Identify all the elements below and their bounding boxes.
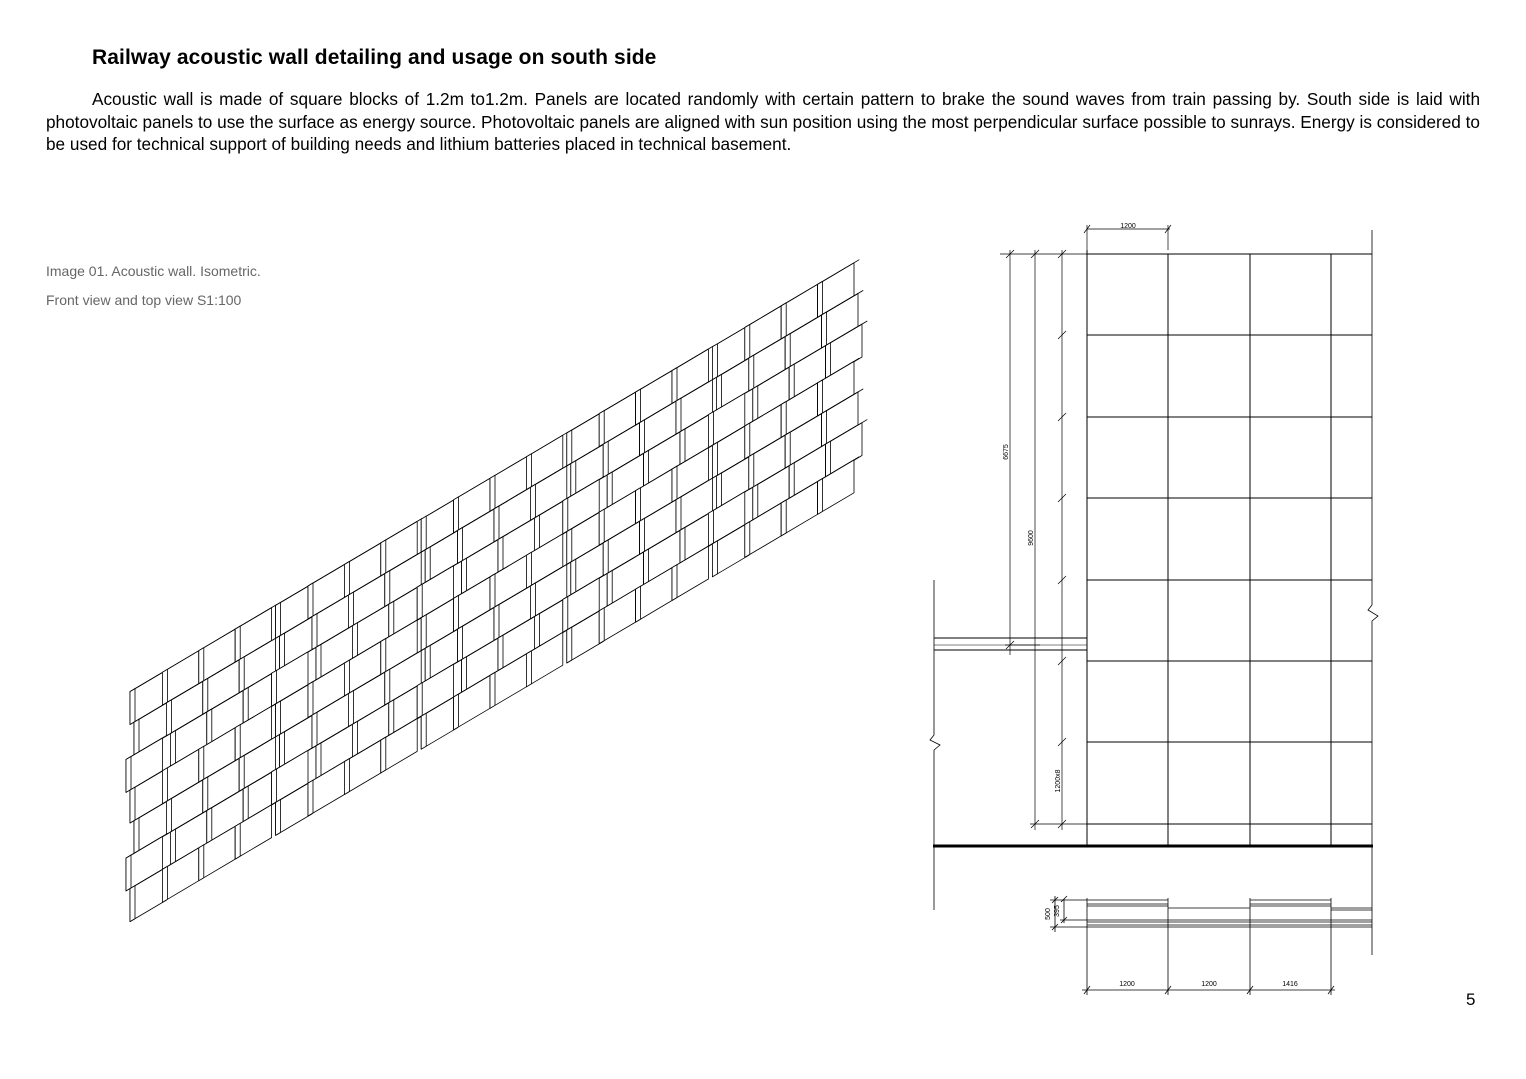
wall-panel-side [636,389,641,425]
wall-panel-side [130,787,135,823]
wall-panel-side [603,441,608,477]
wall-panel-side [276,701,281,737]
wall-panel-side [207,709,212,745]
wall-panel-side [753,484,758,520]
wall-panel-side [344,562,349,598]
wall-panel-side [425,547,430,583]
wall-panel-side [130,886,135,922]
wall-panel-side [425,645,430,681]
wall-panel-side [563,597,568,633]
wall-panel-side [749,355,754,391]
wall-panel-side [785,432,790,468]
wall-panel-side [130,689,135,725]
scale-caption: Front view and top view S1:100 [46,292,242,308]
wall-panel-side [781,500,786,536]
platform [934,638,1087,650]
wall-panel-side [381,639,386,675]
wall-panel-side [199,746,204,782]
wall-panel-side [199,845,204,881]
wall-panel-side [567,529,572,565]
wall-panel-side [789,364,794,400]
wall-panel-side [640,518,645,554]
page-number: 5 [1466,990,1476,1009]
description-paragraph: Acoustic wall is made of square blocks of 1.2m to1.2m. Panels are located randomly with certain pattern to brake the sound waves from train passing by. South side is laid with photovoltaic panels to use the surface as energy source. Photovoltaic panels are aligned with sun position using the most perpendicular surface possible to sunrays. Energy is considered to be used for technical support of building needs and lithium batteries placed in technical basement. [46,89,1480,154]
wall-panel-side [316,743,321,779]
image-caption: Image 01. Acoustic wall. Isometric. [46,263,261,279]
wall-panel-side [785,334,790,370]
wall-panel-side [276,800,281,836]
wall-panel-side [421,615,426,651]
front-view-grid [1087,250,1372,846]
wall-panel-side [571,461,576,497]
page-title: Railway acoustic wall detailing and usage on south side [92,46,657,69]
break-line-left [930,580,940,910]
wall-panel-side [389,601,394,637]
wall-panel-side [243,786,248,822]
dim-vertical-lines [1000,250,1087,830]
wall-panel-side [745,325,750,361]
wall-panel-side [818,479,823,515]
wall-panel-side [134,818,139,854]
wall-panel-side [498,537,503,573]
wall-panel-side [389,700,394,736]
wall-panel-side [567,627,572,663]
wall-panel-side [312,712,317,748]
wall-panel-side [454,694,459,730]
wall-panel-side [607,472,612,508]
wall-panel-side [352,623,357,659]
wall-panel-side [490,475,495,511]
wall-panel-side [712,442,717,478]
wall-panel-side [417,584,422,620]
wall-panel-side [599,509,604,545]
wall-panel-side [272,769,277,805]
wall-panel-side [235,626,240,662]
wall-panel-side [526,552,531,588]
wall-panel-side [272,670,277,706]
wall-panel-side [822,411,827,447]
dim-label-upper: 6675 [1003,444,1010,460]
wall-panel-side [716,473,721,509]
dim-label-depth-1: 500 [1045,908,1052,920]
dim-label-bottom-1: 1200 [1119,981,1135,988]
wall-panel-side [599,411,604,447]
wall-panel-side [672,368,677,404]
wall-panel-side [753,386,758,422]
wall-panel-side [644,450,649,486]
wall-panel-side [490,672,495,708]
wall-panel-side [316,644,321,680]
wall-panel-side [199,648,204,684]
wall-panel-side [162,866,167,902]
wall-panel-side [239,657,244,693]
wall-panel-side [308,682,313,718]
wall-panel-side [280,732,285,768]
wall-panel-side [716,375,721,411]
wall-panel-side [571,559,576,595]
wall-panel-side [818,281,823,317]
wall-panel-side [680,527,685,563]
wall-panel-side [636,488,641,524]
dim-label-bottom-2: 1200 [1201,981,1217,988]
wall-panel-side [162,768,167,804]
wall-panel-side [640,420,645,456]
wall-panel-side [421,516,426,552]
dim-label-bottom-3: 1416 [1282,981,1298,988]
wall-panel-side [526,651,531,687]
wall-panel-side [672,565,677,601]
wall-panel-side [134,719,139,755]
wall-panel-side [276,602,281,638]
wall-panel-side [280,633,285,669]
wall-panel-side [203,678,208,714]
wall-panel-side [162,669,167,705]
isometric-wall-drawing [126,260,867,922]
wall-panel-side [526,454,531,490]
wall-panel-side [826,343,831,379]
wall-panel-side [462,657,467,693]
wall-panel-side [530,583,535,619]
wall-panel-side [708,412,713,448]
dim-label-rows: 1200x8 [1055,769,1062,793]
wall-panel-side [170,731,175,767]
wall-panel-side [166,700,171,736]
wall-panel-side [818,380,823,416]
wall-panel-side [203,777,208,813]
wall-panel-side [826,441,831,477]
wall-panel-side [421,713,426,749]
wall-panel-side [490,574,495,610]
wall-panel-side [126,855,131,891]
wall-panel-side [166,799,171,835]
wall-panel-side [239,755,244,791]
dim-label-top: 1200 [1120,223,1136,230]
wall-panel-side [235,823,240,859]
wall-panel-side [530,484,535,520]
wall-panel-side [494,605,499,641]
wall-panel-side [712,541,717,577]
dim-label-depth-2: 395 [1054,905,1061,917]
wall-panel-side [567,430,572,466]
wall-panel-side [352,721,357,757]
wall-panel-side [712,344,717,380]
wall-panel-side [312,614,317,650]
dim-label-total: 9600 [1028,530,1035,546]
wall-panel-side [348,592,353,628]
wall-panel-side [348,691,353,727]
wall-panel-side [789,463,794,499]
wall-panel-side [458,626,463,662]
wall-panel-side [344,660,349,696]
wall-panel-side [381,540,386,576]
wall-panel-side [235,725,240,761]
wall-panel-side [462,558,467,594]
wall-panel-side [207,808,212,844]
wall-panel-side [644,549,649,585]
wall-panel-side [603,540,608,576]
wall-panel-side [676,497,681,533]
wall-panel-side [494,506,499,542]
wall-panel-side [676,398,681,434]
wall-panel-side [680,429,685,465]
wall-panel-side [749,454,754,490]
wall-panel-side [454,595,459,631]
wall-panel-side [243,688,248,724]
wall-panel-side [385,669,390,705]
wall-panel-side [126,757,131,793]
wall-panel-side [534,614,539,650]
wall-panel-side [636,586,641,622]
wall-panel-side [308,583,313,619]
wall-panel-side [781,303,786,339]
wall-panel-side [344,759,349,795]
wall-panel-side [563,498,568,534]
wall-panel-side [458,528,463,564]
wall-panel-side [454,497,459,533]
wall-panel-side [607,571,612,607]
wall-panel-side [308,780,313,816]
wall-panel-side [417,683,422,719]
wall-panel-side [498,635,503,671]
wall-panel-side [385,571,390,607]
wall-panel-side [708,510,713,546]
wall-panel-side [672,466,677,502]
wall-panel-side [381,737,386,773]
wall-panel-side [599,608,604,644]
wall-panel-side [170,829,175,865]
wall-panel-side [745,423,750,459]
wall-panel-side [781,402,786,438]
wall-panel-side [822,312,827,348]
wall-panel-side [534,515,539,551]
front-view-drawing [930,225,1378,955]
wall-panel-side [745,522,750,558]
